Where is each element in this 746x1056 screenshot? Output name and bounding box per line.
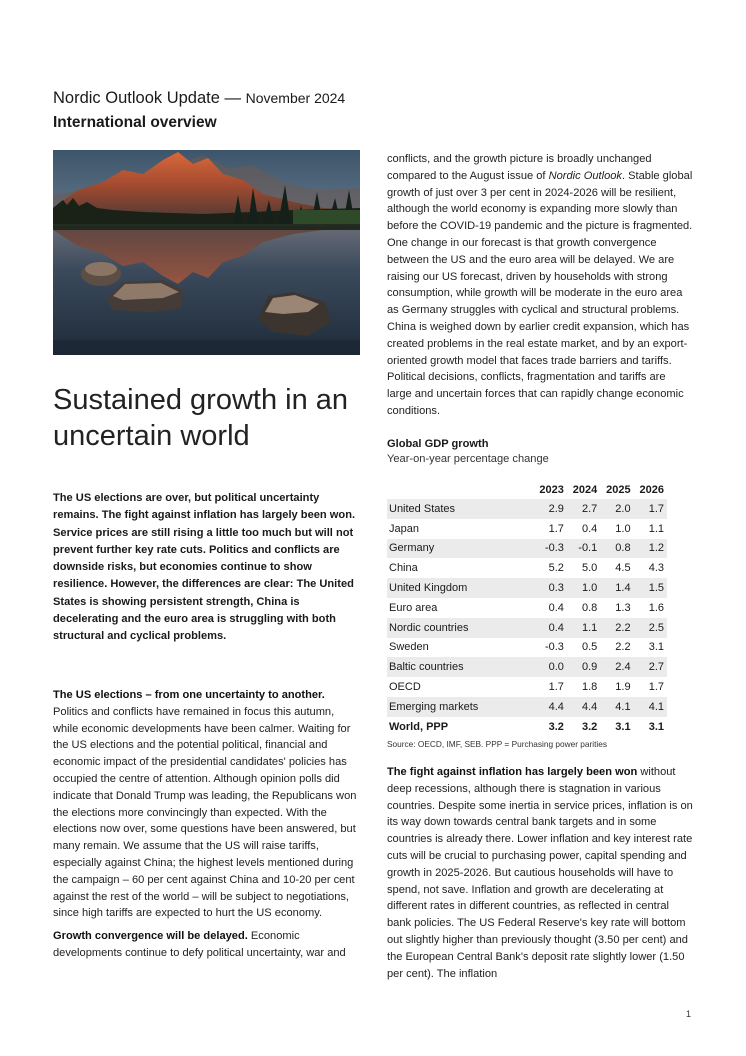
table-row: [387, 558, 667, 578]
table-cell: 1.5: [634, 578, 667, 598]
table-row: [387, 677, 667, 697]
table-row: [387, 539, 667, 559]
column-header: 2023: [539, 484, 564, 496]
page-header: [53, 88, 345, 133]
table-cell: 1.1: [648, 522, 664, 535]
growth-convergence-text-right-1: conflicts, and the growth picture is broadly unchanged compared to the August issue of: [387, 153, 652, 182]
table-cell: 1.7: [548, 522, 564, 535]
table-cell: 1.8: [581, 681, 598, 694]
table-subtitle: Year-on-year percentage change: [387, 453, 549, 465]
table-cell: 0.9: [567, 657, 600, 677]
table-cell: 3.1: [648, 641, 664, 654]
table-cell: 4.4: [567, 697, 600, 717]
column-header: 2025: [606, 484, 631, 496]
row-label: Germany: [387, 539, 534, 559]
table-cell: 1.3: [615, 601, 631, 614]
table-cell: 3.1: [615, 720, 631, 733]
table-cell: 0.8: [600, 539, 633, 559]
table-cell: 5.2: [548, 562, 564, 575]
table-cell: 0.4: [548, 601, 564, 614]
row-label: Emerging markets: [387, 697, 534, 717]
growth-convergence-heading: Growth convergence will be delayed.: [53, 930, 248, 943]
table-cell: 3.1: [648, 720, 664, 733]
table-header-corner: [387, 481, 534, 499]
gdp-table: [387, 481, 667, 737]
table-cell: 0.0: [534, 657, 567, 677]
table-cell: 2.7: [567, 499, 600, 519]
publication-name-italic: Nordic Outlook: [548, 169, 622, 182]
table-cell: 2.7: [634, 657, 667, 677]
table-row: [387, 578, 667, 598]
us-elections-paragraph: [53, 687, 360, 922]
table-cell: 0.4: [534, 618, 567, 638]
row-label: China: [389, 562, 418, 575]
publication-title: Nordic Outlook Update: [53, 89, 220, 107]
section-title: International overview: [53, 114, 217, 131]
growth-convergence-paragraph: [53, 928, 360, 962]
table-cell: 4.1: [634, 697, 667, 717]
article-headline: Sustained growth in an uncertain world: [53, 384, 349, 452]
row-label: Sweden: [389, 641, 429, 654]
table-row: [387, 519, 667, 539]
inflation-paragraph: [387, 764, 693, 982]
row-label: United Kingdom: [387, 578, 534, 598]
table-cell: 1.7: [548, 681, 564, 694]
table-cell: 4.1: [600, 697, 633, 717]
table-cell: 1.2: [634, 539, 667, 559]
publication-line: [53, 88, 345, 108]
left-body-column: [53, 687, 360, 968]
right-body-column-bottom: [387, 764, 693, 982]
table-cell: 3.2: [581, 720, 598, 733]
row-label: Euro area: [389, 601, 438, 614]
column-header: 2026: [639, 484, 664, 496]
table-cell: -0.1: [567, 539, 600, 559]
table-cell: 1.7: [648, 681, 664, 694]
table-cell: 2.9: [534, 499, 567, 519]
row-label: Baltic countries: [387, 657, 534, 677]
growth-convergence-text-left: Economic developments continue to defy political uncertainty, war and: [53, 930, 346, 959]
us-elections-text: Politics and conflicts have remained in focus this autumn, while economic developments have been calmer. Waiting for the US elections and the potential political, financial and economic impact of the presidential candidates' policies has occupied the centre of attention. Although opinion polls did indicate that Donald Trump was leading, the Republicans won the elections more convincingly than expected. With the elections now over, some questions have been answered, but many remain. We assume that the US will raise tariffs, especially against China; the highest levels mentioned during the campaign – 60 per cent against China and 10-20 per cent against the rest of the world – will be subject to negotiations, since high tariffs are expected to hurt the US economy.: [53, 705, 357, 920]
table-cell: 3.2: [548, 720, 564, 733]
table-cell: 0.3: [534, 578, 567, 598]
hero-image: [53, 150, 360, 355]
table-row: [387, 697, 667, 717]
table-cell: 4.4: [534, 697, 567, 717]
table-row: [387, 638, 667, 658]
table-cell: 1.6: [648, 601, 664, 614]
us-elections-heading: The US elections – from one uncertainty to another.: [53, 689, 325, 701]
table-cell: 1.4: [600, 578, 633, 598]
row-label: World, PPP: [389, 720, 449, 733]
right-body-column-top: [387, 151, 693, 420]
table-cell: 2.5: [634, 618, 667, 638]
table-cell: 1.0: [567, 578, 600, 598]
row-label: OECD: [389, 681, 421, 694]
table-cell: -0.3: [544, 641, 564, 654]
header-dash: —: [224, 89, 242, 107]
table-cell: 0.5: [581, 641, 598, 654]
table-cell: 1.1: [567, 618, 600, 638]
table-cell: 1.7: [634, 499, 667, 519]
table-cell: 1.9: [615, 681, 631, 694]
table-cell: 2.4: [600, 657, 633, 677]
publication-date: November 2024: [245, 90, 346, 106]
table-cell: 5.0: [581, 562, 598, 575]
table-cell: 4.5: [615, 562, 631, 575]
table-cell: 1.0: [615, 522, 631, 535]
table-row: [387, 499, 667, 519]
growth-convergence-continued: [387, 151, 693, 420]
table-cell: -0.3: [534, 539, 567, 559]
row-label: United States: [387, 499, 534, 519]
inflation-heading: The fight against inflation has largely been won: [387, 766, 638, 778]
table-row: [387, 657, 667, 677]
table-header-row: [387, 481, 667, 499]
page-number: 1: [686, 1009, 692, 1019]
gdp-table-block: [387, 437, 669, 749]
table-row: [387, 618, 667, 638]
table-cell: 0.8: [581, 601, 598, 614]
row-label: Nordic countries: [387, 618, 534, 638]
growth-convergence-text-right-2: . Stable global growth of just over 3 per cent in 2024-2026 will be resilient, although the world economy is expanding more slowly than before the COVID-19 pandemic and the picture is fragmented. One change in our forecast is that growth convergence between the US and the euro area will be delayed. We are raising our US forecast, driven by households with strong consumption, while growth will be moderate in the euro area as Germany struggles with cyclical and structural problems. China is weighed down by earlier credit expansion, which has created problems in the real estate market, and by an export-oriented growth model that faces trade barriers and tariffs. Political decisions, conflicts, fragmentation and tariffs are large and uncertain forces that can rapidly change economic conditions.: [387, 169, 693, 417]
table-cell: 4.3: [648, 562, 664, 575]
column-header: 2024: [572, 484, 598, 496]
inflation-text: without deep recessions, although there is stagnation in various countries. Despite some inertia in service prices, inflation is on its way down towards central bank targets and in some countries is already there. Lower inflation and key interest rate cuts will be crucial to purchasing power, capital spending and growth in 2025-2026. But cautious households will have to spend, not save. Inflation and growth are decelerating at different rates in different countries, as reflected in central bank policies. The US Federal Reserve's key rate will bottom out slightly higher than previously thought (3.50 per cent) and the European Central Bank's deposit rate slightly lower (1.50 per cent). The inflation: [387, 766, 693, 980]
table-row-total: [387, 717, 667, 737]
table-cell: 2.2: [600, 618, 633, 638]
table-cell: 2.2: [615, 641, 631, 654]
table-row: [387, 598, 667, 618]
table-title: Global GDP growth: [387, 438, 489, 450]
table-cell: 2.0: [600, 499, 633, 519]
lead-paragraph: The US elections are over, but political uncertainty remains. The fight against inflation has largely been won. Service prices are still rising a little too much but will not prevent further key rate cuts. Politics and conflicts are downside risks, but economies continue to show resilience. However, the differences are clear: The United States is showing persistent strength, China is decelerating and the euro area is struggling with both structural and cyclical problems.: [53, 492, 356, 643]
table-cell: 0.4: [581, 522, 598, 535]
table-source: Source: OECD, IMF, SEB. PPP = Purchasing power parities: [387, 738, 608, 749]
row-label: Japan: [389, 522, 419, 535]
